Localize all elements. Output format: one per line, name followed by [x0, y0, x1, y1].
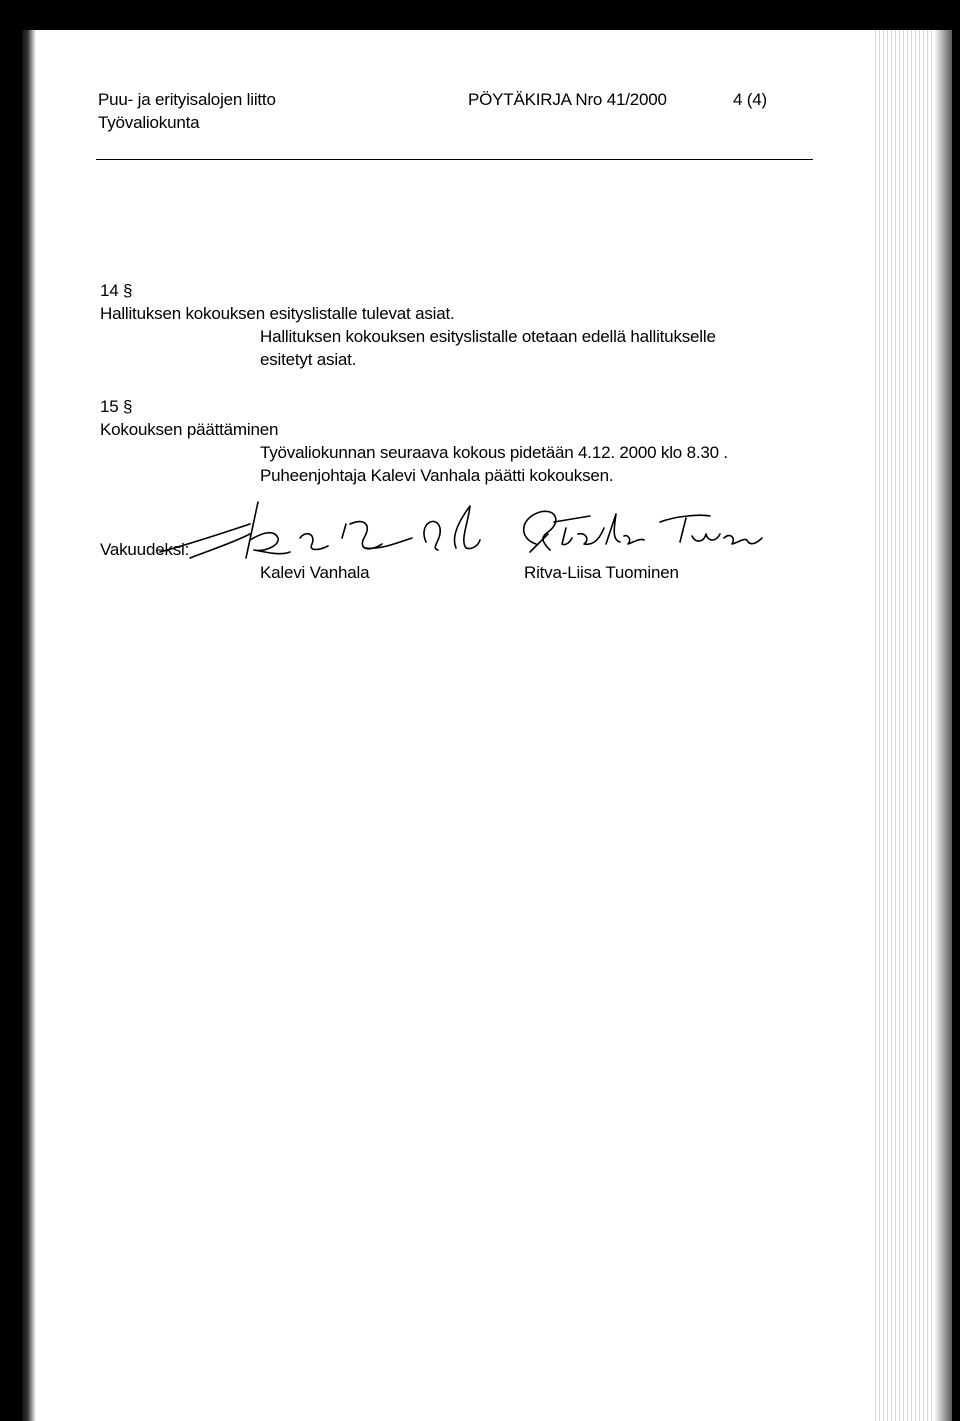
section-14-number: 14 §	[100, 281, 133, 300]
signature-ritva-liisa-tuominen	[510, 498, 770, 568]
section-14-body-line: esitetyt asiat.	[260, 350, 357, 369]
section-15-number: 15 §	[100, 397, 133, 416]
document-title: PÖYTÄKIRJA Nro 41/2000	[468, 90, 667, 109]
org-name: Puu- ja erityisalojen liitto	[98, 90, 276, 109]
signer-name-kalevi: Kalevi Vanhala	[260, 563, 370, 582]
scanned-page	[22, 30, 952, 1421]
attestation-label: Vakuudeksi:	[100, 540, 190, 559]
page-number: 4 (4)	[733, 90, 767, 109]
unit-name: Työvaliokunta	[98, 113, 200, 132]
header-rule	[96, 159, 813, 160]
section-14-body-line: Hallituksen kokouksen esityslistalle otetaan edellä hallitukselle	[260, 327, 716, 346]
page-gutter-shadow	[22, 30, 36, 1421]
section-15-body-line: Puheenjohtaja Kalevi Vanhala päätti kokouksen.	[260, 466, 614, 485]
page-stack-edges	[872, 30, 952, 1421]
section-15-body-line: Työvaliokunnan seuraava kokous pidetään 4.12. 2000 klo 8.30 .	[260, 443, 728, 462]
signer-name-ritva-liisa: Ritva-Liisa Tuominen	[524, 563, 679, 582]
section-14-heading: Hallituksen kokouksen esityslistalle tulevat asiat.	[100, 304, 455, 323]
section-15-heading: Kokouksen päättäminen	[100, 420, 279, 439]
